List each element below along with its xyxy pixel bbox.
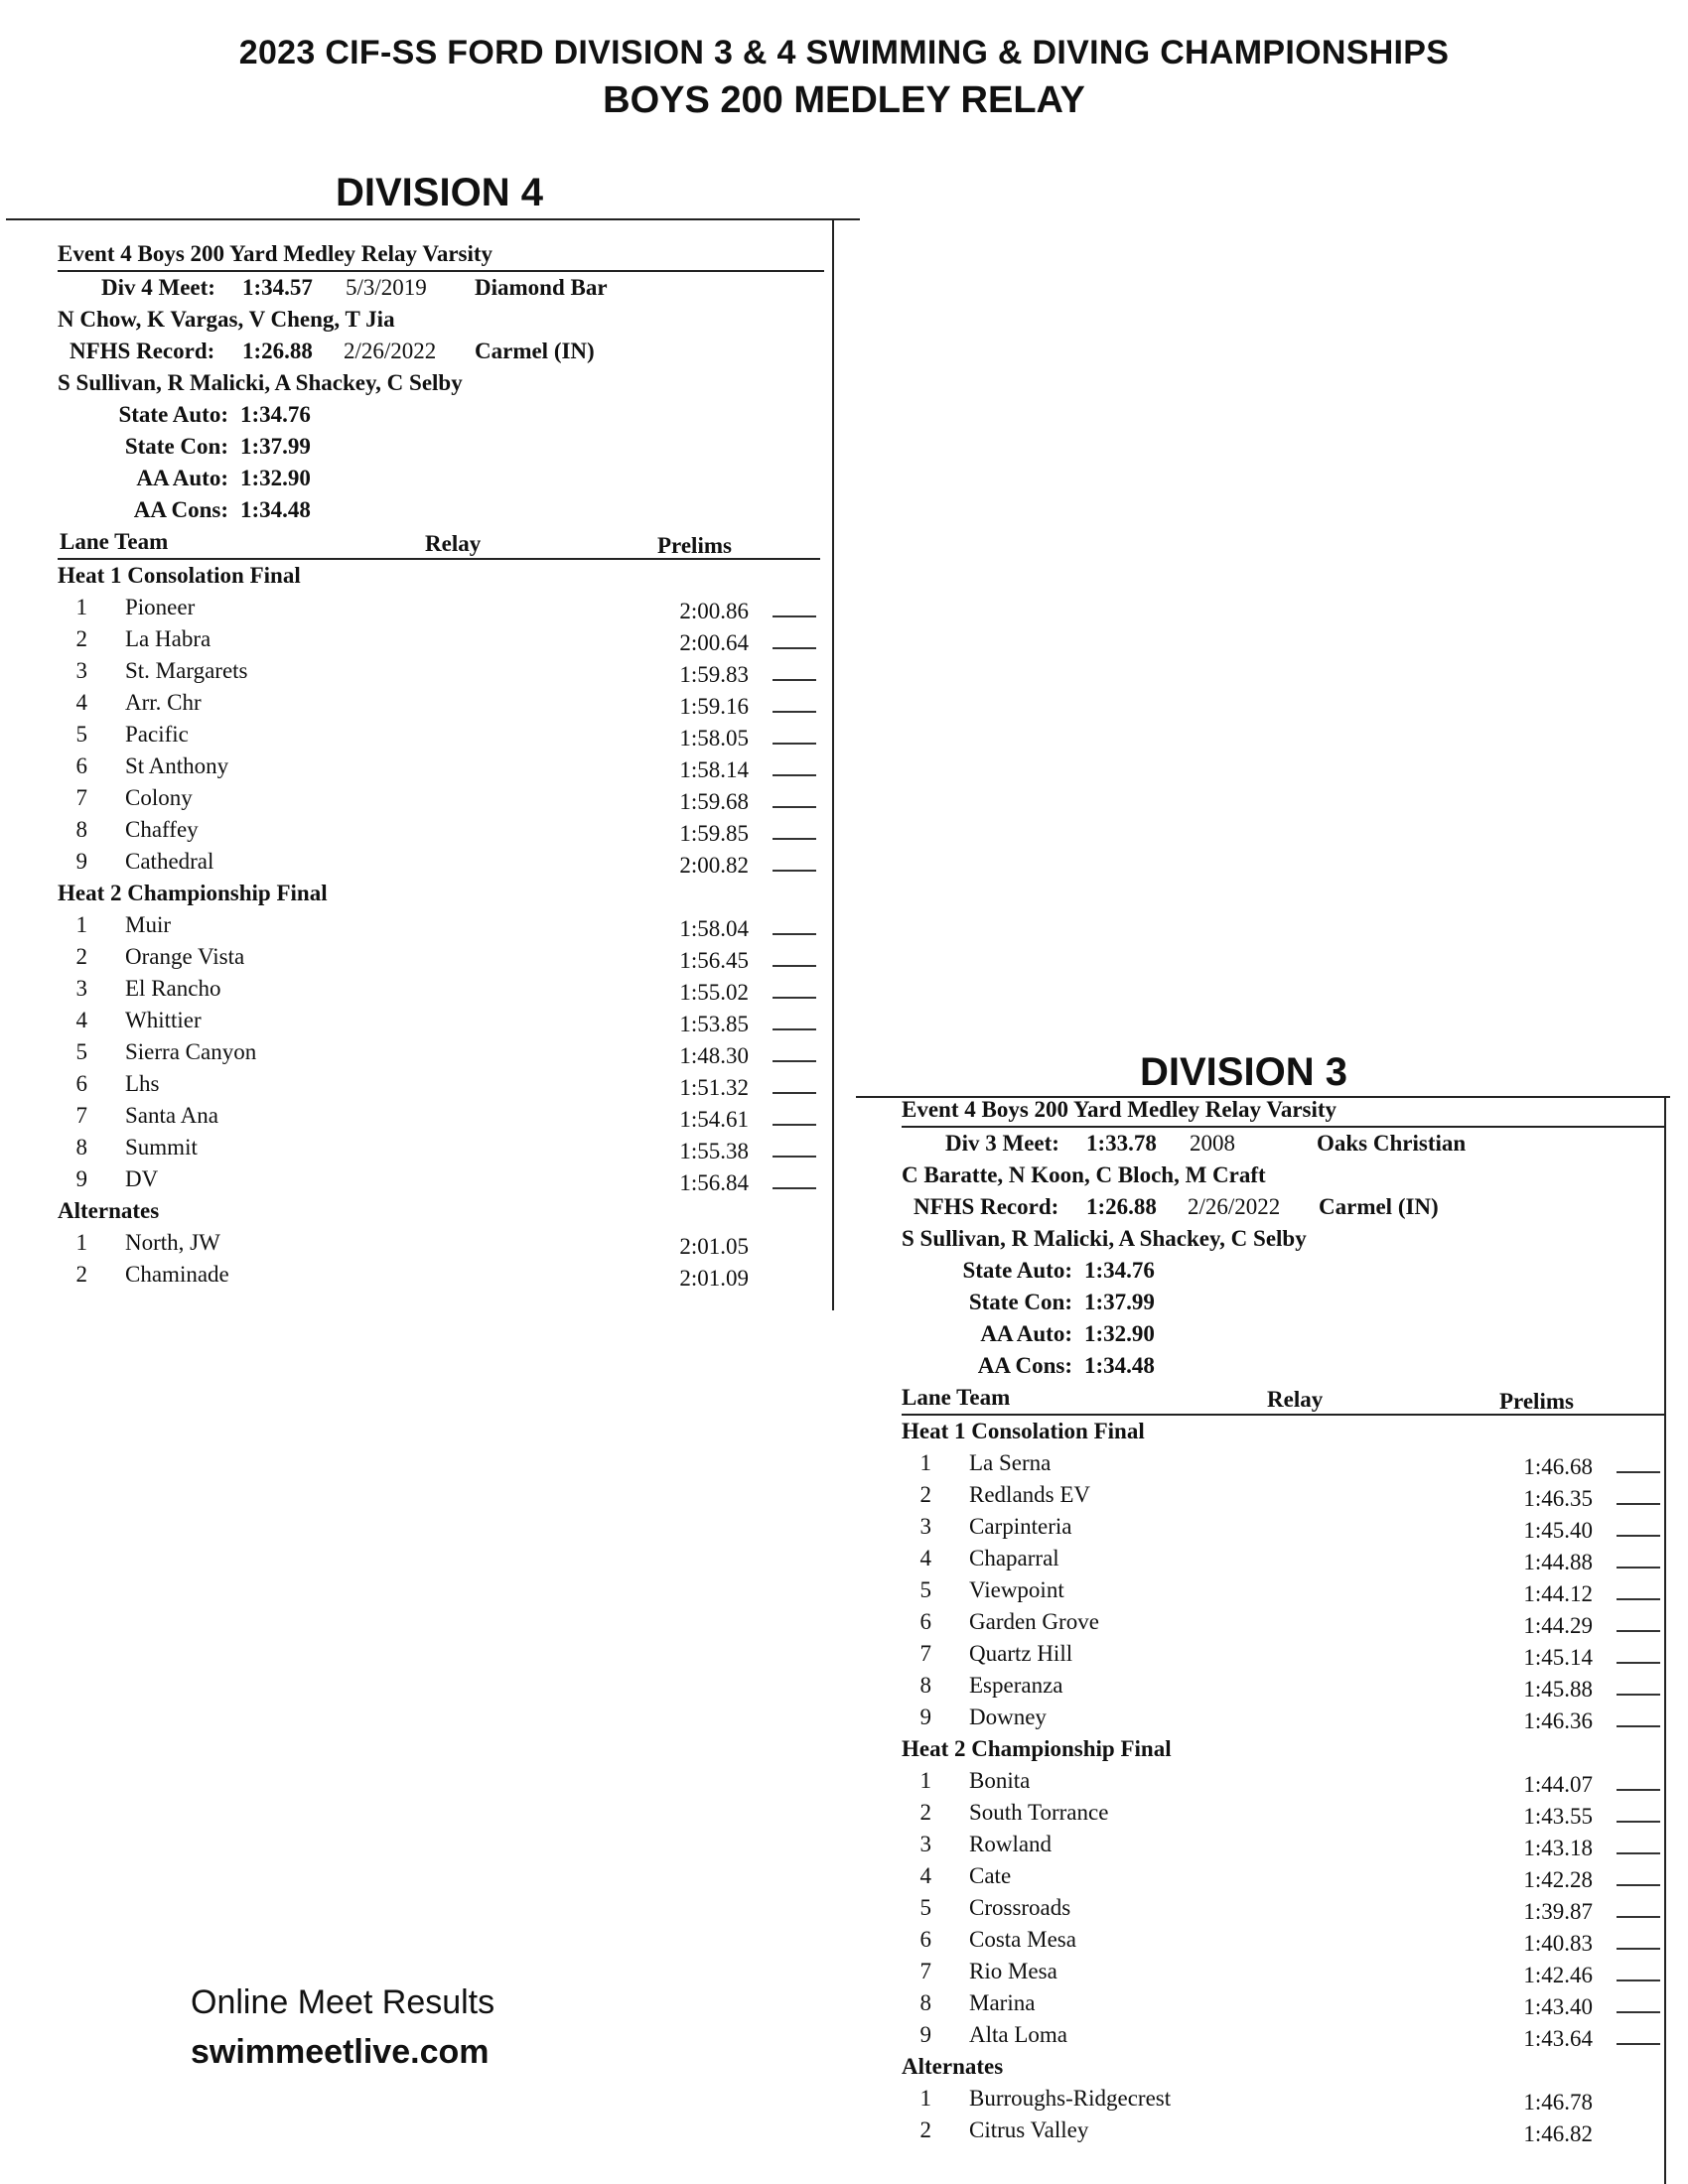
result-blank-line: [1617, 1916, 1660, 1918]
table-row: [58, 1132, 822, 1163]
lane-number: 8: [919, 1990, 931, 2015]
lane-number: 4: [919, 1546, 931, 1570]
team-name: Citrus Valley: [969, 2117, 1089, 2142]
result-blank-line: [1617, 1567, 1660, 1569]
prelim-time: 1:43.18: [1523, 1836, 1593, 1860]
alternates-heading: Alternates: [902, 2054, 1004, 2079]
prelim-time: 1:59.83: [679, 662, 749, 687]
standard-time: 1:34.48: [240, 497, 311, 522]
heat-2-rows: [902, 1765, 1666, 2051]
team-name: Bonita: [969, 1768, 1031, 1793]
team-name: Lhs: [125, 1071, 160, 1096]
team-name: La Habra: [125, 626, 211, 651]
team-name: Muir: [125, 912, 171, 937]
result-blank-line: [1617, 2043, 1660, 2045]
team-name: South Torrance: [969, 1800, 1109, 1825]
table-row: [902, 1987, 1666, 2019]
lane-number: 3: [919, 1514, 931, 1539]
prelim-time: 1:45.40: [1523, 1518, 1593, 1543]
team-name: Crossroads: [969, 1895, 1071, 1920]
table-row: [902, 1638, 1666, 1670]
nfhs-record-team: Carmel (IN): [1319, 1194, 1439, 1219]
lane-number: 9: [919, 1705, 931, 1729]
prelim-time: 1:42.28: [1523, 1867, 1593, 1892]
team-name: Garden Grove: [969, 1609, 1099, 1634]
standard-row: [902, 1255, 1666, 1287]
division-4-title: DIVISION 4: [336, 171, 543, 214]
result-blank-line: [773, 647, 816, 649]
prelim-time: 1:44.29: [1523, 1613, 1593, 1638]
team-name: Cate: [969, 1863, 1012, 1888]
column-relay: Relay: [1267, 1387, 1324, 1412]
prelim-time: 1:56.45: [679, 948, 749, 973]
table-row: [58, 1036, 822, 1068]
table-row: [902, 1797, 1666, 1829]
prelim-time: 1:46.35: [1523, 1486, 1593, 1511]
lane-number: 2: [75, 626, 87, 651]
table-row: [902, 1479, 1666, 1511]
heat-2-heading: Heat 2 Championship Final: [902, 1736, 1172, 1761]
team-name: St. Margarets: [125, 658, 248, 683]
standard-time: 1:34.48: [1084, 1353, 1155, 1378]
team-name: Viewpoint: [969, 1577, 1064, 1602]
lane-number: 1: [75, 1230, 87, 1255]
column-header: [902, 1382, 1664, 1416]
heat-2-rows: [58, 909, 822, 1195]
standard-label: AA Auto:: [136, 466, 228, 490]
lane-number: 9: [919, 2022, 931, 2047]
column-lane-team: Lane Team: [60, 529, 169, 554]
table-row: [58, 751, 822, 782]
nfhs-record-label: NFHS Record:: [914, 1194, 1059, 1219]
standard-time: 1:32.90: [240, 466, 311, 490]
event-heading: Event 4 Boys 200 Yard Medley Relay Varsity: [902, 1094, 1666, 1128]
standard-time: 1:32.90: [1084, 1321, 1155, 1346]
nfhs-record-team: Carmel (IN): [475, 339, 595, 363]
table-row: [58, 1227, 822, 1259]
result-blank-line: [773, 1028, 816, 1030]
prelim-time: 1:44.88: [1523, 1550, 1593, 1574]
prelim-time: 1:59.68: [679, 789, 749, 814]
team-name: Alta Loma: [969, 2022, 1067, 2047]
team-name: Redlands EV: [969, 1482, 1091, 1507]
heat-1-rows: [902, 1447, 1666, 1733]
result-blank-line: [1617, 1821, 1660, 1823]
team-name: DV: [125, 1166, 159, 1191]
prelim-time: 1:55.02: [679, 980, 749, 1005]
table-row: [58, 1068, 822, 1100]
table-row: [902, 1574, 1666, 1606]
lane-number: 1: [75, 595, 87, 619]
column-relay: Relay: [425, 531, 482, 556]
column-prelims: Prelims: [657, 533, 732, 558]
lane-number: 4: [919, 1863, 931, 1888]
lane-number: 5: [75, 722, 87, 747]
lane-number: 2: [919, 2117, 931, 2142]
lane-number: 2: [919, 1800, 931, 1825]
meet-record-date: 2008: [1190, 1131, 1235, 1156]
team-name: Summit: [125, 1135, 198, 1160]
lane-number: 1: [919, 2086, 931, 2111]
prelim-time: 1:44.12: [1523, 1581, 1593, 1606]
result-blank-line: [773, 679, 816, 681]
prelim-time: 2:00.86: [679, 599, 749, 623]
team-name: El Rancho: [125, 976, 221, 1001]
result-blank-line: [773, 743, 816, 745]
footer-link[interactable]: swimmeetlive.com: [191, 2033, 490, 2071]
heat-1-heading: Heat 1 Consolation Final: [902, 1419, 1145, 1443]
team-name: Arr. Chr: [125, 690, 202, 715]
prelim-time: 1:51.32: [679, 1075, 749, 1100]
standard-row: [58, 431, 822, 463]
team-name: Santa Ana: [125, 1103, 218, 1128]
table-row: [902, 2019, 1666, 2051]
prelim-time: 1:46.36: [1523, 1708, 1593, 1733]
lane-number: 6: [75, 1071, 87, 1096]
prelim-time: 1:43.40: [1523, 1994, 1593, 2019]
standard-row: [58, 494, 822, 526]
nfhs-record-date: 2/26/2022: [1188, 1194, 1281, 1219]
lane-number: 3: [75, 658, 87, 683]
standard-label: State Con:: [124, 434, 228, 459]
result-blank-line: [1617, 1979, 1660, 1981]
prelim-time: 1:40.83: [1523, 1931, 1593, 1956]
nfhs-record-date: 2/26/2022: [344, 339, 437, 363]
table-row: [58, 1163, 822, 1195]
result-blank-line: [773, 1187, 816, 1189]
prelim-time: 2:00.82: [679, 853, 749, 878]
lane-number: 1: [75, 912, 87, 937]
result-blank-line: [1617, 1694, 1660, 1696]
result-blank-line: [1617, 1948, 1660, 1950]
prelim-time: 1:42.46: [1523, 1963, 1593, 1987]
table-row: [58, 719, 822, 751]
result-blank-line: [1617, 1630, 1660, 1632]
alternates-rows: [902, 2083, 1666, 2146]
prelim-time: 2:01.05: [679, 1234, 749, 1259]
team-name: Quartz Hill: [969, 1641, 1073, 1666]
standard-time: 1:34.76: [1084, 1258, 1155, 1283]
table-row: [58, 1005, 822, 1036]
lane-number: 8: [919, 1673, 931, 1698]
event-heading: Event 4 Boys 200 Yard Medley Relay Varsity: [58, 238, 824, 272]
table-row: [902, 1892, 1666, 1924]
lane-number: 8: [75, 817, 87, 842]
team-name: St Anthony: [125, 753, 229, 778]
team-name: Colony: [125, 785, 193, 810]
result-blank-line: [773, 870, 816, 872]
lane-number: 6: [919, 1927, 931, 1952]
nfhs-record-swimmers: S Sullivan, R Malicki, A Shackey, C Selby: [58, 370, 463, 395]
prelim-time: 2:01.09: [679, 1266, 749, 1291]
meet-record-swimmers: C Baratte, N Koon, C Bloch, M Craft: [902, 1162, 1266, 1187]
nfhs-record-label: NFHS Record:: [70, 339, 215, 363]
lane-number: 4: [75, 690, 87, 715]
lane-number: 7: [919, 1959, 931, 1983]
meet-record-time: 1:34.57: [242, 275, 313, 300]
lane-number: 1: [919, 1450, 931, 1475]
lane-number: 2: [75, 944, 87, 969]
team-name: Carpinteria: [969, 1514, 1072, 1539]
column-lane-team: Lane Team: [902, 1385, 1011, 1410]
team-name: Pioneer: [125, 595, 196, 619]
meet-record-swimmers: N Chow, K Vargas, V Cheng, T Jia: [58, 307, 395, 332]
table-row: [58, 687, 822, 719]
lane-number: 4: [75, 1008, 87, 1032]
table-row: [58, 814, 822, 846]
table-row: [902, 2083, 1666, 2115]
standard-row: [58, 463, 822, 494]
lane-number: 6: [919, 1609, 931, 1634]
nfhs-record-time: 1:26.88: [1086, 1194, 1157, 1219]
lane-number: 2: [75, 1262, 87, 1287]
division-3-results: [902, 1094, 1666, 2146]
standard-label: AA Cons:: [133, 497, 228, 522]
team-name: Pacific: [125, 722, 189, 747]
result-blank-line: [773, 1060, 816, 1062]
standard-label: AA Cons:: [977, 1353, 1072, 1378]
lane-number: 8: [75, 1135, 87, 1160]
prelim-time: 1:59.16: [679, 694, 749, 719]
prelim-time: 1:39.87: [1523, 1899, 1593, 1924]
table-row: [58, 909, 822, 941]
division-4-results: [58, 238, 822, 1291]
nfhs-record-swimmers: S Sullivan, R Malicki, A Shackey, C Selby: [902, 1226, 1307, 1251]
prelim-time: 1:56.84: [679, 1170, 749, 1195]
division-4-right-rule: [832, 220, 834, 1310]
lane-number: 7: [75, 1103, 87, 1128]
table-row: [902, 1702, 1666, 1733]
column-header: [58, 526, 820, 560]
standard-row: [58, 399, 822, 431]
table-row: [58, 782, 822, 814]
result-blank-line: [773, 997, 816, 999]
team-name: Esperanza: [969, 1673, 1063, 1698]
table-row: [58, 1100, 822, 1132]
page-title: 2023 CIF-SS FORD DIVISION 3 & 4 SWIMMING & DIVING CHAMPIONSHIPS: [238, 34, 1450, 71]
meet-record-time: 1:33.78: [1086, 1131, 1157, 1156]
result-blank-line: [1617, 1662, 1660, 1664]
team-name: Costa Mesa: [969, 1927, 1076, 1952]
table-row: [58, 655, 822, 687]
standard-time: 1:37.99: [240, 434, 311, 459]
prelim-time: 1:43.64: [1523, 2026, 1593, 2051]
page-subtitle: BOYS 200 MEDLEY RELAY: [603, 79, 1085, 121]
standard-time: 1:34.76: [240, 402, 311, 427]
team-name: La Serna: [969, 1450, 1052, 1475]
lane-number: 6: [75, 753, 87, 778]
table-row: [902, 1956, 1666, 1987]
lane-number: 3: [919, 1832, 931, 1856]
time-standards: [58, 399, 822, 526]
result-blank-line: [1617, 1503, 1660, 1505]
result-blank-line: [1617, 1535, 1660, 1537]
lane-number: 7: [75, 785, 87, 810]
prelim-time: 1:44.07: [1523, 1772, 1593, 1797]
lane-number: 9: [75, 849, 87, 874]
alternates-heading: Alternates: [58, 1198, 160, 1223]
meet-record-label: Div 3 Meet:: [945, 1131, 1059, 1156]
prelim-time: 1:46.68: [1523, 1454, 1593, 1479]
standard-row: [902, 1318, 1666, 1350]
result-blank-line: [1617, 1598, 1660, 1600]
result-blank-line: [773, 1092, 816, 1094]
result-blank-line: [773, 615, 816, 617]
result-blank-line: [773, 806, 816, 808]
table-row: [58, 846, 822, 878]
meet-record-team: Diamond Bar: [475, 275, 608, 300]
result-blank-line: [773, 933, 816, 935]
team-name: Marina: [969, 1990, 1036, 2015]
prelim-time: 1:53.85: [679, 1012, 749, 1036]
team-name: North, JW: [125, 1230, 220, 1255]
table-row: [902, 1606, 1666, 1638]
standard-label: State Auto:: [962, 1258, 1072, 1283]
lane-number: 3: [75, 976, 87, 1001]
result-blank-line: [1617, 2011, 1660, 2013]
lane-number: 5: [919, 1895, 931, 1920]
standard-label: AA Auto:: [980, 1321, 1072, 1346]
team-name: Whittier: [125, 1008, 202, 1032]
nfhs-record-time: 1:26.88: [242, 339, 313, 363]
result-blank-line: [773, 711, 816, 713]
alternates-rows: [58, 1227, 822, 1291]
table-row: [902, 1829, 1666, 1860]
nfhs-record-row: [902, 1191, 1666, 1223]
heat-1-heading: Heat 1 Consolation Final: [58, 563, 301, 588]
result-blank-line: [1617, 1725, 1660, 1727]
prelim-time: 1:43.55: [1523, 1804, 1593, 1829]
table-row: [902, 1543, 1666, 1574]
table-row: [58, 941, 822, 973]
lane-number: 1: [919, 1768, 931, 1793]
meet-record-label: Div 4 Meet:: [101, 275, 215, 300]
team-name: Rowland: [969, 1832, 1053, 1856]
standard-row: [902, 1350, 1666, 1382]
prelim-time: 1:59.85: [679, 821, 749, 846]
time-standards: [902, 1255, 1666, 1382]
column-prelims: Prelims: [1499, 1389, 1574, 1414]
standard-row: [902, 1287, 1666, 1318]
team-name: Cathedral: [125, 849, 214, 874]
meet-record-date: 5/3/2019: [346, 275, 427, 300]
table-row: [902, 1765, 1666, 1797]
result-blank-line: [773, 838, 816, 840]
lane-number: 5: [919, 1577, 931, 1602]
meet-record-team: Oaks Christian: [1317, 1131, 1467, 1156]
table-row: [58, 973, 822, 1005]
division-4-top-rule: [6, 218, 860, 220]
table-row: [902, 1924, 1666, 1956]
prelim-time: 1:54.61: [679, 1107, 749, 1132]
prelim-time: 1:45.88: [1523, 1677, 1593, 1702]
nfhs-record-row: [58, 336, 822, 367]
result-blank-line: [773, 965, 816, 967]
meet-record-row: [902, 1128, 1666, 1160]
prelim-time: 1:55.38: [679, 1139, 749, 1163]
standard-label: State Con:: [968, 1290, 1072, 1314]
result-blank-line: [773, 1156, 816, 1158]
table-row: [58, 592, 822, 623]
team-name: Sierra Canyon: [125, 1039, 257, 1064]
table-row: [902, 1447, 1666, 1479]
table-row: [902, 1511, 1666, 1543]
lane-number: 5: [75, 1039, 87, 1064]
meet-record-row: [58, 272, 822, 304]
prelim-time: 1:48.30: [679, 1043, 749, 1068]
prelim-time: 1:58.04: [679, 916, 749, 941]
heat-1-rows: [58, 592, 822, 878]
result-blank-line: [1617, 1884, 1660, 1886]
result-blank-line: [1617, 1852, 1660, 1854]
heat-2-heading: Heat 2 Championship Final: [58, 881, 328, 905]
prelim-time: 1:58.05: [679, 726, 749, 751]
team-name: Downey: [969, 1705, 1047, 1729]
prelim-time: 1:46.82: [1523, 2121, 1593, 2146]
prelim-time: 1:58.14: [679, 757, 749, 782]
team-name: Orange Vista: [125, 944, 245, 969]
result-blank-line: [1617, 1471, 1660, 1473]
result-blank-line: [1617, 1789, 1660, 1791]
lane-number: 9: [75, 1166, 87, 1191]
lane-number: 7: [919, 1641, 931, 1666]
team-name: Burroughs-Ridgecrest: [969, 2086, 1172, 2111]
table-row: [902, 2115, 1666, 2146]
division-3-title: DIVISION 3: [1140, 1050, 1347, 1094]
prelim-time: 2:00.64: [679, 630, 749, 655]
prelim-time: 1:46.78: [1523, 2090, 1593, 2115]
standard-label: State Auto:: [118, 402, 228, 427]
table-row: [58, 623, 822, 655]
table-row: [902, 1860, 1666, 1892]
table-row: [58, 1259, 822, 1291]
result-blank-line: [773, 1124, 816, 1126]
table-row: [902, 1670, 1666, 1702]
team-name: Chaparral: [969, 1546, 1059, 1570]
team-name: Chaffey: [125, 817, 199, 842]
lane-number: 2: [919, 1482, 931, 1507]
team-name: Chaminade: [125, 1262, 229, 1287]
team-name: Rio Mesa: [969, 1959, 1057, 1983]
prelim-time: 1:45.14: [1523, 1645, 1593, 1670]
footer-line-1: Online Meet Results: [191, 1983, 495, 2021]
standard-time: 1:37.99: [1084, 1290, 1155, 1314]
result-blank-line: [773, 774, 816, 776]
